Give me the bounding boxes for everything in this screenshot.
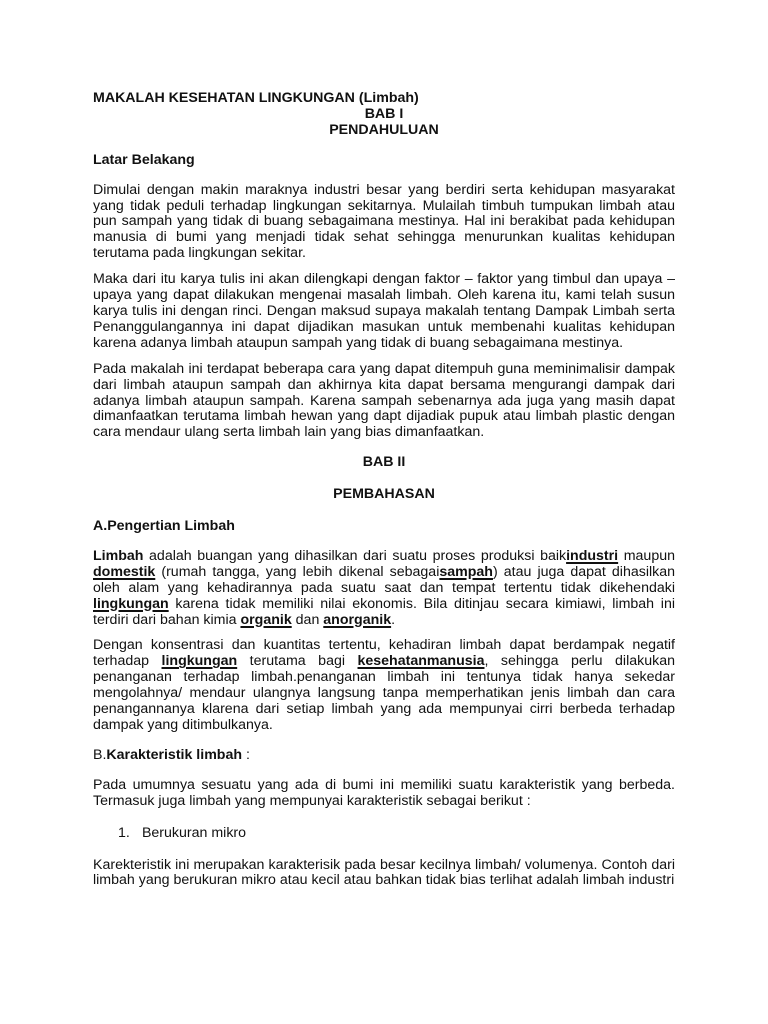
text-segment: karena tidak memiliki nilai ekonomis. Bila ditinjau secara kimiawi, limbah ini terdiri dari bahan kimia bbox=[93, 595, 675, 628]
link-sampah[interactable]: sampah bbox=[439, 563, 493, 580]
paragraph-1: Dimulai dengan makin maraknya industri besar yang berdiri serta kehidupan masyarakat yang tidak peduli terhadap lingkungan sekitarnya. Mulailah timbuh tumpukan limbah atau pun sampah yang tidak di buang sebagaimana mestinya. Hal ini berakibat pada kehidupan manusia di bumi yang menjadi tidak sehat sehingga menurunkan kualitas kehidupan terutama pada lingkungan sekitar. bbox=[93, 181, 675, 262]
section-prefix: B. bbox=[93, 746, 107, 763]
document-title: MAKALAH KESEHATAN LINGKUNGAN (Limbah) bbox=[93, 90, 419, 106]
text-segment: (rumah tangga, yang lebih dikenal sebagai bbox=[155, 563, 440, 580]
link-domestik[interactable]: domestik bbox=[93, 563, 156, 580]
text-segment: ) atau juga dapat dihasilkan oleh alam yang kehadirannya pada suatu saat dan tempat tertentu tidak dikehendaki bbox=[93, 563, 675, 596]
text-segment: adalah buangan yang dihasilkan dari suatu proses produksi baik bbox=[143, 547, 567, 564]
link-anorganik[interactable]: anorganik bbox=[323, 611, 392, 628]
paragraph-dampak bbox=[93, 638, 675, 733]
chapter-title-1: PENDAHULUAN bbox=[329, 121, 439, 138]
section-heading-a: A.Pengertian Limbah bbox=[93, 518, 235, 535]
section-heading-b-title: Karakteristik limbah bbox=[106, 746, 243, 763]
text-segment: . bbox=[391, 611, 396, 628]
section-heading-b bbox=[93, 748, 675, 764]
paragraph-limbah-definition bbox=[93, 549, 675, 629]
list-item-berukuran-mikro bbox=[118, 826, 675, 842]
document-page bbox=[93, 91, 675, 889]
text-segment: , sehingga perlu dilakukan penanganan terhadap limbah.penanganan limbah ini tentunya tidak hanya sekedar mengolahnya/ mendaur ulangnya langsung tanpa memperhatikan jenis limbah dan cara penangannanya klarena dari setiap limbah yang ada mempunyai cirri berbeda terhadap dampak yang ditimbulkanya. bbox=[93, 653, 675, 733]
list-number: 1. bbox=[118, 824, 130, 841]
text-segment: maupun bbox=[618, 547, 675, 564]
paragraph-2: Maka dari itu karya tulis ini akan dilengkapi dengan faktor – faktor yang timbul dan upaya – upaya yang dapat dilakukan mengenai masalah limbah. Oleh karena itu, kami telah susun karya tulis ini dengan rinci. Dengan maksud supaya makalah tentang Dampak Limbah serta Penanggulangannya ini dapat dijadikan masukan untuk membenahi kualitas kehidupan karena adanya limbah ataupun sampah yang tidak di buang sebagaimana mestinya. bbox=[93, 271, 675, 351]
term-limbah: Limbah bbox=[93, 547, 144, 564]
list-item-label: Berukuran mikro bbox=[141, 824, 247, 841]
paragraph-berukuran-mikro: Karekteristik ini merupakan karakterisik pada besar kecilnya limbah/ volumenya. Contoh dari limbah yang berukuran mikro atau kecil atau bahkan tidak bias terlihat adalah limbah industri bbox=[93, 856, 675, 889]
link-lingkungan[interactable]: lingkungan bbox=[93, 595, 169, 612]
chapter-number-2: BAB II bbox=[362, 454, 406, 471]
link-lingkungan-2[interactable]: lingkungan bbox=[161, 653, 238, 670]
chapter-number-1: BAB I bbox=[364, 105, 404, 122]
link-kesehatan-manusia[interactable]: kesehatanmanusia bbox=[357, 653, 485, 670]
text-segment: terutama bagi bbox=[237, 653, 358, 670]
paragraph-3: Pada makalah ini terdapat beberapa cara yang dapat ditempuh guna meminimalisir dampak dari limbah ataupun sampah dan akhirnya kita dapat bersama mengurangi dampak dari adanya limbah ataupun sampah. Karena sampah sebenarnya ada juga yang masih dapat dimanfaatkan terutama limbah hewan yang dapt dijadiak pupuk atau limbah plastic dengan cara mendaur ulang serta limbah lain yang bias dimanfaatkan. bbox=[93, 360, 675, 441]
link-industri[interactable]: industri bbox=[566, 547, 619, 564]
paragraph-karakteristik: Pada umumnya sesuatu yang ada di bumi ini memiliki suatu karakteristik yang berbeda. Termasuk juga limbah yang mempunyai karakteristik sebagai berikut : bbox=[93, 776, 675, 809]
chapter-title-2: PEMBAHASAN bbox=[333, 486, 435, 503]
text-segment: Dengan konsentrasi dan kuantitas tertentu, kehadiran limbah dapat berdampak negatif terhadap bbox=[93, 637, 675, 670]
section-heading-latar: Latar Belakang bbox=[93, 151, 195, 168]
section-suffix: : bbox=[242, 746, 250, 763]
link-organik[interactable]: organik bbox=[240, 611, 292, 628]
text-segment: dan bbox=[291, 611, 324, 628]
